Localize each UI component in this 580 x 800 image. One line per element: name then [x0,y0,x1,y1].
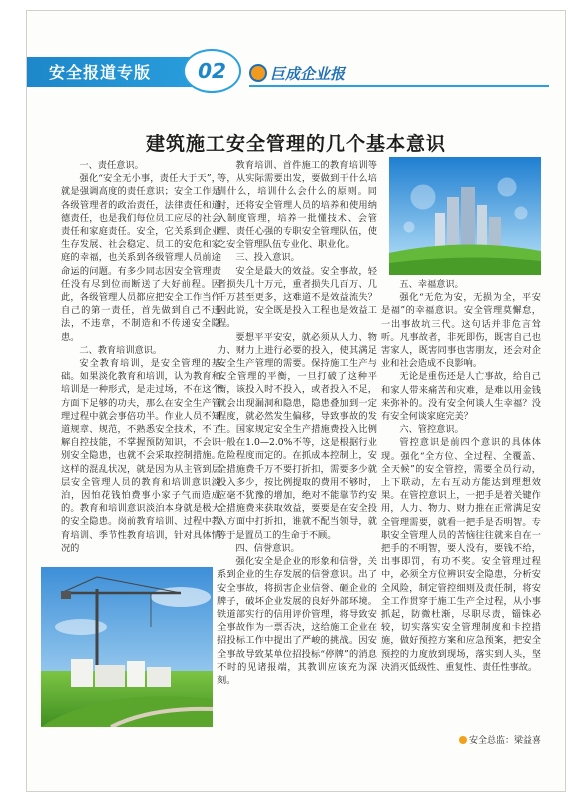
col1-heading-responsibility: 一、责任意识。 [79,160,144,171]
brand-name: 巨成企业报 [270,65,346,83]
article-title: 建筑施工安全管理的几个基本意识 [145,133,446,155]
col2-paragraph: 教育培训、首件施工的教育培训等等，从实际需要出发，要做到干什么培训什么，培训什么会什么的原则。同时，还将安全管理人员的培养和使用纳入制度管理，培养一批懂技术、会管理、责任心强的专职安全管理队伍，使之安全管理队伍专业化、职业化。 [217,160,377,251]
author-credit-text: 安全总监：梁益喜 [469,736,542,746]
city-bubbles-photo [389,157,541,275]
author-credit [459,733,541,746]
credit-bullet-icon [459,736,467,744]
col2-paragraph: 安全是最大的效益。安全事故，轻者损失几十万元，重者损失几百万、几千万甚至更多，这难道不是效益流失？因此说，安全既是投入工程也是效益工程。 [217,265,377,330]
construction-crane-photo [41,567,213,727]
col2-paragraph: 要想平平安安，就必须从人力、物力、财力上进行必要的投入，使其满足安全生产管理的需要。保持施工生产与安全管理的平衡，一旦打破了这种平衡，该投入时不投入，或者投入不足，就会出现漏洞和隐患，隐患叠加到一定程度，就必然发生偏移，导致事故的发生。国家规定安全生产措施费投入比例一般在1.0—2.0%不等，这是根据行业危险程度而定的。在抓成本控制上，安全措施费千万不要打折扣，需要多少就投入多少，按比例提取的费用不够时，应毫不犹豫的增加，绝对不能靠节约安全措施费来获取效益，要要是在安全投入方面中打折扣，谁就不配当领导，就等于是置员工的生命于不顾。 [217,331,377,541]
article-column-1 [61,159,221,567]
section-title: 安全报道专版 [49,63,152,82]
col3-paragraph: 管控意识是前四个意识的具体体现。强化“全方位、全过程、全覆盖、全天候”的安全管控，需要全员行动，上下联动，左右互动方能达到理想效果。在管控意识上，一把手是着关键作用，人力、物力、财力推在正常满足安全管理需要，就看一把手是否明智。专职安全管理人员的苦恼往往就来自在一把手的不明智，要人没有，要钱不给，出事即罚，有功不奖。安全管理过程中，必须全方位辨识安全隐患，分析安全风险，制定管控细则及责任制，将安全工作贯穿于施工生产全过程，从小事抓起，防微杜渐，尽职尽责，锱铢必较，切实落实安全管理制度和卡控措施，做好预控方案和应急预案，把安全预控的力度放到现场，落实到人头，坚决消灭低级性、重复性、责任性事故。 [381,437,541,673]
col2-heading-investment: 三、投入意识。 [235,252,300,264]
page-header [27,57,565,89]
col2-heading-reputation: 四、信誉意识。 [235,542,300,554]
article-column-2 [217,159,377,779]
issue-number: 02 [198,59,226,83]
col1-heading-training: 二、教育培训意识。 [79,344,163,356]
col3-heading-control: 六、管控意识。 [399,424,464,436]
issue-number-badge [183,49,241,93]
col2-paragraph: 强化安全是企业的形象和信誉，关系到企业的生存发展的信誉意识。出了安全事故，将损害企业信誉、砸企业的牌子，破坏企业发展的良好外部环境。铁道部实行的信用评价管理，将导致安全事故作为一票否决，这给施工企业在招投标工作中提出了严峻的挑战。因安全事故导致某单位招投标“停牌”的消息不时的见诸报端，其教训应该充为深刻。 [217,556,377,686]
col3-paragraph: 强化“无危为安，无损为全，平安是福”的幸福意识。安全管理莫懈怠，一出事故坑三代。这句话并非危言耸听。凡事故者，非死即伤，既害自己也害家人，既害同事也害朋友，还会对企业和社会造成不良影响。 [381,292,541,370]
brand-logo-icon [249,64,267,82]
col1-paragraph: 安全教育培训，是安全管理的基础。如果淡化教育和培训，认为教育和培训是一种形式，是走过场，不在这个方面下足够的功夫，那么在安全生产管理过程中就会事倍功半。作业人员不知道规章、规范，不熟悉安全技术，不了解自控技能，不掌握预防知识，不会识别安全隐患，也就不会采取控制措施。这样的混乱状况，就是因为从主管到层层安全管理人员的教育和培训意识淡泊，因怕花钱怕费事小家子气而造成的。教育和培训意识淡泊本身就是极大的安全隐患。岗前教育培训、过程中教育培训、季节性教育培训，针对具体情况的 [61,358,221,554]
newspaper-page [26,10,566,792]
col1-paragraph: 强化“安全无小事，责任大于天”，就是强调高度的责任意识；安全工作是各级管理者的政治责任，法律责任和道德责任，也是我们每位员工应尽的社会责任和家庭责任。安全，它关系到企业生存发展、社会稳定、员工的安危和家庭的幸福，也关系到各级管理人员前途命运的问题。有多少同志因安全管理责任没有尽到位而断送了大好前程。因此，各级管理人员都应把安全工作当作自己的第一责任，首先做到自己不违法，不违章，不制造和不传递安全隐患。 [61,173,221,343]
col3-heading-happiness: 五、幸福意识。 [399,279,464,290]
article-column-3 [381,278,541,728]
brand-logo [249,63,345,84]
col3-paragraph: 无论是重伤还是人亡事故，给自己和家人带来痛苦和灾难，是难以用金钱来弥补的。没有安全何谈人生幸福？没有安全何谈家庭完美？ [381,371,541,423]
header-rule [249,85,549,87]
